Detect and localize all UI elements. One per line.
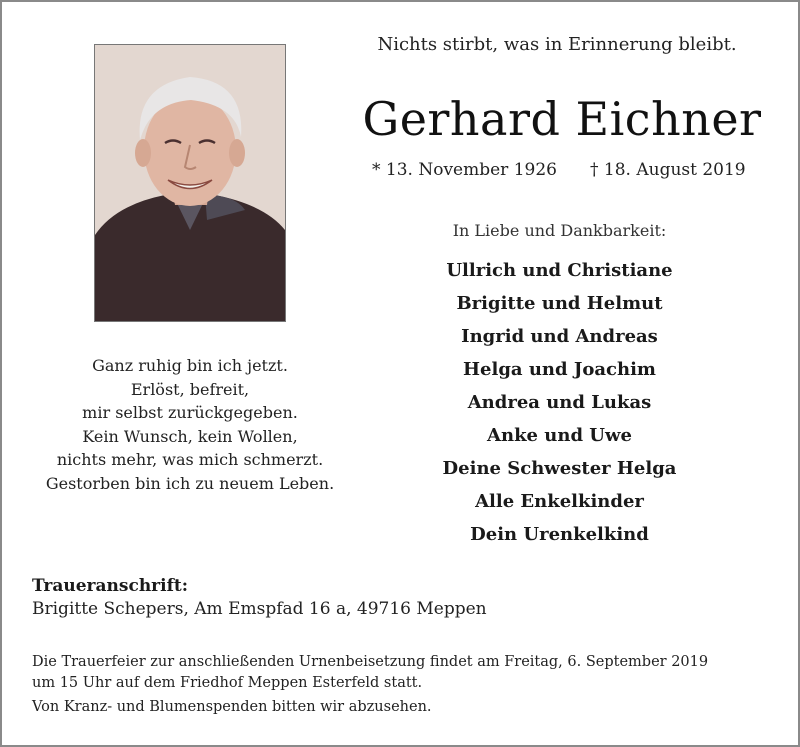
ceremony-line: um 15 Uhr auf dem Friedhof Meppen Esterfeld statt. [32, 675, 423, 691]
birth-date: * 13. November 1926 [372, 160, 557, 180]
poem-line: mir selbst zurückgegeben. [82, 403, 298, 423]
poem-line: Kein Wunsch, kein Wollen, [82, 426, 298, 446]
mourning-address: Brigitte Schepers, Am Emspfad 16 a, 49716 Meppen [32, 599, 487, 619]
mourner-entry: Helga und Joachim [463, 359, 656, 380]
mourner-entry: Brigitte und Helmut [456, 293, 663, 314]
ceremony-line: Die Trauerfeier zur anschließenden Urnenbeisetzung findet am Freitag, 6. September 2019 [32, 654, 709, 670]
mourner-entry: Andrea und Lukas [467, 392, 652, 413]
deceased-name: Gerhard Eichner [362, 92, 762, 146]
mourner-entry: Alle Enkelkinder [475, 491, 644, 512]
poem-line: nichts mehr, was mich schmerzt. [56, 450, 324, 470]
portrait-photo [94, 44, 286, 322]
mourners-list [382, 258, 737, 555]
mourners-intro: In Liebe und Dankbarkeit: [452, 221, 667, 240]
ceremony-info [32, 652, 777, 694]
mourner-entry: Dein Urenkelkind [470, 524, 649, 545]
address-label: Traueranschrift: [32, 576, 189, 596]
motto: Nichts stirbt, was in Erinnerung bleibt. [377, 34, 737, 55]
poem [20, 354, 360, 496]
flowers-note: Von Kranz- und Blumenspenden bitten wir abzusehen. [32, 699, 432, 715]
mourner-entry: Anke und Uwe [487, 425, 632, 446]
mourner-entry: Deine Schwester Helga [442, 458, 677, 479]
mourner-entry: Ullrich und Christiane [446, 260, 673, 281]
death-date: † 18. August 2019 [590, 160, 746, 180]
mourner-entry: Ingrid und Andreas [461, 326, 658, 347]
poem-line: Gestorben bin ich zu neuem Leben. [45, 473, 335, 493]
poem-line: Erlöst, befreit, [130, 379, 250, 399]
poem-line: Ganz ruhig bin ich jetzt. [92, 356, 288, 375]
